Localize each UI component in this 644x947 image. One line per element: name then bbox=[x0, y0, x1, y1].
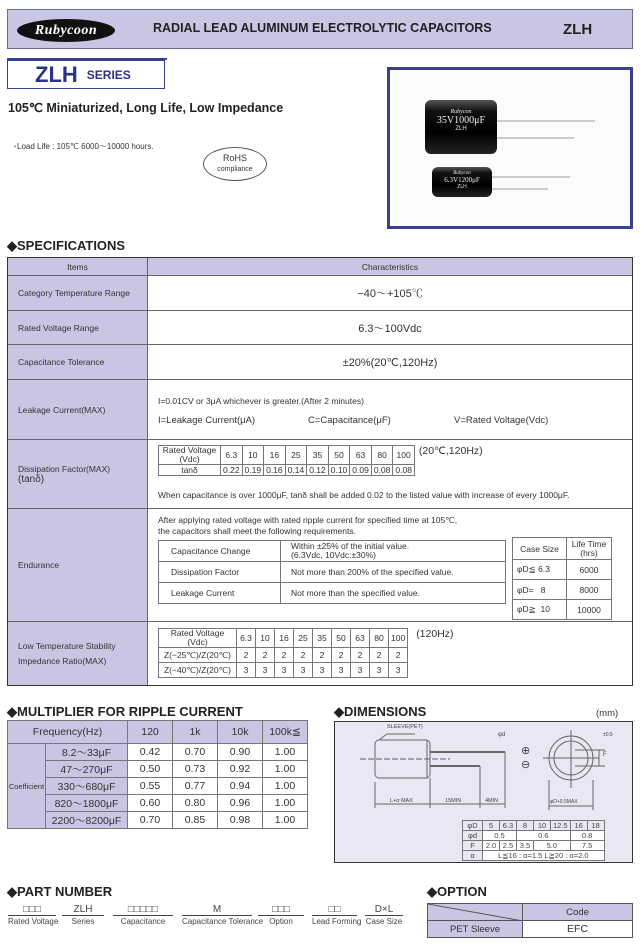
series-tagline: 105℃ Miniaturized, Long Life, Low Impedance bbox=[8, 101, 284, 115]
label-sleeve: SLEEVE(PET) bbox=[387, 724, 423, 730]
dim-phid-value: 0.5 bbox=[483, 831, 517, 841]
low-temp-voltage: 100 bbox=[389, 629, 408, 648]
endurance-row bbox=[159, 583, 506, 604]
specifications-heading: ◆SPECIFICATIONS bbox=[7, 238, 126, 253]
series-word: SERIES bbox=[86, 67, 131, 82]
low-temp-condition: (120Hz) bbox=[416, 628, 454, 640]
capacitor-small bbox=[432, 167, 492, 197]
endurance-requirement bbox=[281, 583, 506, 604]
dim-phiD-value: 8 bbox=[517, 821, 534, 831]
capacitor-series: ZLH bbox=[455, 126, 467, 132]
specifications-table bbox=[7, 257, 633, 686]
ripple-row bbox=[8, 761, 308, 778]
part-number-field bbox=[258, 904, 304, 926]
endurance-requirement-line1: Within ±25% of the initial value. bbox=[291, 541, 410, 551]
label-dia: φD+0.5MAX bbox=[550, 799, 578, 805]
leakage-def-v: V=Rated Voltage(Vdc) bbox=[454, 415, 549, 426]
part-number-label: Capacitance bbox=[120, 917, 166, 926]
spec-item-label: Category Temperature Range bbox=[8, 276, 148, 310]
ripple-capacitance-range: 8.2～33μF bbox=[46, 744, 128, 761]
dissipation-voltage: 50 bbox=[328, 446, 350, 465]
ripple-multiplier: 0.70 bbox=[173, 744, 218, 761]
ripple-multiplier: 0.94 bbox=[218, 778, 263, 795]
brand-logo: Rubycoon bbox=[17, 19, 115, 42]
endurance-intro-2: the capacitors shall meet the following requirements. bbox=[158, 526, 356, 536]
dissipation-tan-label: tanδ bbox=[159, 465, 221, 476]
load-life-note: ･Load Life : 105℃ 6000～10000 hours. bbox=[13, 142, 154, 151]
low-temp-ratio-value: 3 bbox=[294, 663, 313, 678]
part-number-label: Rated Voltage bbox=[8, 917, 59, 926]
capacitor-brand: Rubycon bbox=[453, 171, 471, 176]
option-corner-cell bbox=[428, 904, 523, 921]
series-code: ZLH bbox=[35, 61, 78, 87]
part-number-value: □□□ bbox=[8, 904, 56, 916]
life-header-time: Life Time (hrs) bbox=[567, 538, 612, 560]
life-case-size: φD≧ 10 bbox=[513, 600, 567, 620]
ripple-multiplier: 0.70 bbox=[128, 812, 173, 829]
ripple-multiplier: 1.00 bbox=[263, 795, 308, 812]
dissipation-tan-value: 0.12 bbox=[307, 465, 329, 476]
part-number-field bbox=[312, 904, 362, 926]
part-number-label: Option bbox=[269, 917, 293, 926]
label-l-max: L+α MAX bbox=[390, 798, 413, 804]
dissipation-voltage: 100 bbox=[393, 446, 415, 465]
part-number-field bbox=[8, 904, 59, 926]
endurance-item: Dissipation Factor bbox=[159, 562, 281, 583]
low-temp-voltage: 25 bbox=[294, 629, 313, 648]
spec-row-low-temp bbox=[8, 621, 632, 685]
ripple-multiplier: 0.73 bbox=[173, 761, 218, 778]
page-header bbox=[7, 9, 633, 49]
spec-item-label-line1: Dissipation Factor(MAX) bbox=[18, 463, 111, 474]
part-number-label: Lead Forming bbox=[312, 917, 362, 926]
spec-header-row bbox=[8, 258, 632, 275]
dissipation-voltage: 35 bbox=[307, 446, 329, 465]
dissipation-tan-value: 0.22 bbox=[221, 465, 243, 476]
header-title: RADIAL LEAD ALUMINUM ELECTROLYTIC CAPACITORS bbox=[153, 21, 492, 35]
part-number-heading: ◆PART NUMBER bbox=[7, 884, 113, 899]
rohs-badge bbox=[203, 147, 267, 181]
part-number-value: D×L bbox=[365, 904, 403, 916]
dissipation-tan-value: 0.10 bbox=[328, 465, 350, 476]
low-temp-ratio-value: 3 bbox=[275, 663, 294, 678]
dissipation-table bbox=[158, 445, 415, 476]
dim-phiD-value: 5 bbox=[483, 821, 500, 831]
dim-phid-value: 0.8 bbox=[570, 831, 604, 841]
life-hours: 6000 bbox=[567, 560, 612, 580]
spec-row-endurance bbox=[8, 508, 632, 621]
dim-F-value: 7.5 bbox=[570, 841, 604, 851]
dissipation-voltage: 6.3 bbox=[221, 446, 243, 465]
dissipation-tan-value: 0.08 bbox=[371, 465, 393, 476]
ripple-multiplier: 1.00 bbox=[263, 812, 308, 829]
part-number-value: M bbox=[182, 904, 252, 916]
header-series-code: ZLH bbox=[563, 21, 593, 38]
low-temp-voltage: 6.3 bbox=[237, 629, 256, 648]
life-row bbox=[513, 560, 612, 580]
low-temp-ratio-value: 2 bbox=[370, 648, 389, 663]
spec-item-label-line1: Low Temperature Stability bbox=[18, 640, 116, 651]
spec-value: ±20%(20℃,120Hz) bbox=[342, 356, 438, 369]
spec-item-label-line2: (tanδ) bbox=[18, 473, 45, 485]
ripple-multiplier: 0.60 bbox=[128, 795, 173, 812]
endurance-requirement-line1: Not more than the specified value. bbox=[291, 587, 420, 598]
ripple-row bbox=[8, 778, 308, 795]
ripple-capacitance-range: 47～270μF bbox=[46, 761, 128, 778]
part-number-label: Capacitance Tolerance bbox=[182, 917, 264, 926]
capacitor-brand: Rubycon bbox=[450, 109, 472, 115]
life-row bbox=[513, 600, 612, 620]
part-number-field bbox=[182, 904, 264, 926]
low-temp-ratio-value: 2 bbox=[389, 648, 408, 663]
dissipation-voltage: 25 bbox=[285, 446, 307, 465]
endurance-requirement-line2: (6.3Vdc, 10Vdc:±30%) bbox=[291, 550, 376, 560]
low-temp-voltage: 16 bbox=[275, 629, 294, 648]
capacitor-lead bbox=[485, 188, 548, 190]
dimensions-heading: ◆DIMENSIONS bbox=[334, 704, 427, 719]
endurance-row bbox=[159, 562, 506, 583]
endurance-item: Capacitance Change bbox=[159, 541, 281, 562]
dim-phiD-label: φD bbox=[463, 821, 483, 831]
low-temp-row bbox=[159, 663, 408, 678]
part-number-label: Series bbox=[71, 917, 95, 926]
polarity-minus-icon: ⊖ bbox=[521, 759, 531, 771]
dissipation-tan-value: 0.08 bbox=[393, 465, 415, 476]
low-temp-ratio-value: 3 bbox=[351, 663, 370, 678]
capacitor-lead bbox=[490, 137, 574, 139]
spec-row-dissipation bbox=[8, 439, 632, 508]
dissipation-voltage: 16 bbox=[264, 446, 286, 465]
capacitor-lead bbox=[485, 176, 570, 178]
low-temp-ratio-value: 2 bbox=[351, 648, 370, 663]
low-temp-ratio-value: 2 bbox=[332, 648, 351, 663]
ripple-multiplier: 1.00 bbox=[263, 761, 308, 778]
leakage-formula: I=0.01CV or 3μA whichever is greater.(After 2 minutes) bbox=[158, 396, 364, 406]
endurance-intro-1: After applying rated voltage with rated ripple current for specified time at 105℃, bbox=[158, 515, 458, 525]
capacitor-series: ZLH bbox=[457, 184, 467, 190]
low-temp-ratio-value: 3 bbox=[332, 663, 351, 678]
option-table bbox=[427, 903, 633, 938]
life-hours: 10000 bbox=[567, 600, 612, 620]
dim-F-label: F bbox=[463, 841, 483, 851]
spec-item-label: Rated Voltage Range bbox=[8, 311, 148, 344]
option-heading: ◆OPTION bbox=[427, 884, 487, 899]
ripple-table bbox=[7, 720, 308, 829]
ripple-multiplier: 0.80 bbox=[173, 795, 218, 812]
life-header-case: Case Size bbox=[513, 538, 567, 560]
ripple-coefficient-label: Coefficient bbox=[8, 744, 46, 829]
ripple-multiplier: 0.98 bbox=[218, 812, 263, 829]
capacitor-value: 6.3V1200μF bbox=[444, 176, 480, 184]
part-number-value: □□□ bbox=[258, 904, 304, 916]
endurance-row bbox=[159, 541, 506, 562]
spec-item-label: Leakage Current(MAX) bbox=[8, 380, 148, 439]
capacitor-lead bbox=[490, 120, 595, 122]
dissipation-tan-value: 0.19 bbox=[242, 465, 264, 476]
dim-F-value: 3.5 bbox=[517, 841, 534, 851]
low-temp-ratio-label: Z(−25℃)/Z(20℃) bbox=[159, 648, 237, 663]
ripple-row bbox=[8, 812, 308, 829]
ripple-frequency: 120 bbox=[128, 721, 173, 744]
low-temp-row bbox=[159, 648, 408, 663]
leakage-def-c: C=Capacitance(μF) bbox=[308, 415, 391, 426]
ripple-capacitance-range: 330～680μF bbox=[46, 778, 128, 795]
life-time-table bbox=[512, 537, 612, 620]
endurance-requirement bbox=[281, 541, 506, 562]
label-f: F bbox=[603, 752, 607, 758]
ripple-capacitance-range: 2200～8200μF bbox=[46, 812, 128, 829]
spec-item-label: Capacitance Tolerance bbox=[8, 345, 148, 379]
endurance-table bbox=[158, 540, 506, 604]
ripple-multiplier: 0.90 bbox=[218, 744, 263, 761]
low-temp-ratio-value: 3 bbox=[370, 663, 389, 678]
label-f-tol: ±0.5 bbox=[603, 732, 613, 738]
dim-phiD-value: 6.3 bbox=[500, 821, 517, 831]
ripple-multiplier: 0.50 bbox=[128, 761, 173, 778]
ripple-row bbox=[8, 744, 308, 761]
leakage-def-i: I=Leakage Current(μA) bbox=[158, 415, 256, 426]
spec-item-label-line2: Impedance Ratio(MAX) bbox=[18, 655, 107, 666]
dissipation-voltage: 80 bbox=[371, 446, 393, 465]
part-number-field bbox=[113, 904, 173, 926]
dimension-table bbox=[462, 820, 605, 861]
ripple-heading: ◆MULTIPLIER FOR RIPPLE CURRENT bbox=[7, 704, 243, 719]
spec-row-tolerance bbox=[8, 344, 632, 379]
ripple-multiplier: 1.00 bbox=[263, 744, 308, 761]
endurance-requirement-line1: Not more than 200% of the specified value. bbox=[291, 566, 454, 577]
dim-phiD-value: 12.5 bbox=[551, 821, 571, 831]
spec-item-label: Endurance bbox=[8, 509, 148, 621]
low-temp-voltage: 63 bbox=[351, 629, 370, 648]
low-temp-voltage: 50 bbox=[332, 629, 351, 648]
diagonal-divider bbox=[428, 904, 523, 921]
dim-phid-label: φd bbox=[463, 831, 483, 841]
spec-row-leakage bbox=[8, 379, 632, 439]
ripple-multiplier: 0.55 bbox=[128, 778, 173, 795]
life-case-size: φD= 8 bbox=[513, 580, 567, 600]
dim-F-value: 5.0 bbox=[534, 841, 571, 851]
dim-alpha-value: L≦16 : α=1.5 L≧20 : α=2.0 bbox=[483, 851, 605, 861]
option-code-header: Code bbox=[523, 904, 633, 921]
dim-phiD-value: 16 bbox=[570, 821, 587, 831]
dissipation-tan-value: 0.14 bbox=[285, 465, 307, 476]
option-code: EFC bbox=[523, 921, 633, 938]
ripple-multiplier: 1.00 bbox=[263, 778, 308, 795]
endurance-requirement bbox=[281, 562, 506, 583]
low-temp-voltage: 80 bbox=[370, 629, 389, 648]
ripple-multiplier: 0.42 bbox=[128, 744, 173, 761]
low-temp-ratio-value: 2 bbox=[256, 648, 275, 663]
low-temp-ratio-value: 2 bbox=[313, 648, 332, 663]
capacitor-value: 35V1000μF bbox=[436, 115, 486, 126]
option-name: PET Sleeve bbox=[428, 921, 523, 938]
spec-value: −40～+105℃ bbox=[357, 288, 423, 300]
spec-value: 6.3～100Vdc bbox=[358, 322, 422, 335]
spec-row-temperature bbox=[8, 275, 632, 310]
endurance-item: Leakage Current bbox=[159, 583, 281, 604]
ripple-capacitance-range: 820～1800μF bbox=[46, 795, 128, 812]
dim-alpha-label: α bbox=[463, 851, 483, 861]
low-temp-voltage: 10 bbox=[256, 629, 275, 648]
ripple-row bbox=[8, 795, 308, 812]
dim-phiD-value: 10 bbox=[534, 821, 551, 831]
dim-F-value: 2.0 bbox=[483, 841, 500, 851]
ripple-freq-label: Frequency(Hz) bbox=[8, 721, 128, 744]
part-number-value: □□□□□ bbox=[113, 904, 173, 916]
dissipation-tan-value: 0.16 bbox=[264, 465, 286, 476]
spec-item-label bbox=[8, 440, 148, 508]
life-row bbox=[513, 580, 612, 600]
ripple-multiplier: 0.96 bbox=[218, 795, 263, 812]
part-number-label: Case Size bbox=[365, 917, 403, 926]
polarity-plus-icon: ⊕ bbox=[521, 745, 531, 757]
dissipation-voltage: 63 bbox=[350, 446, 372, 465]
ripple-frequency: 10k bbox=[218, 721, 263, 744]
rohs-title: RoHS bbox=[222, 153, 247, 163]
product-photo bbox=[387, 67, 633, 229]
life-case-size: φD≦ 6.3 bbox=[513, 560, 567, 580]
label-phid: φd bbox=[498, 732, 506, 738]
low-temp-ratio-value: 2 bbox=[237, 648, 256, 663]
spec-row-voltage bbox=[8, 310, 632, 344]
dissipation-voltage: 10 bbox=[242, 446, 264, 465]
low-temp-voltage-label: Rated Voltage (Vdc) bbox=[159, 629, 237, 648]
low-temp-ratio-value: 3 bbox=[389, 663, 408, 678]
spec-col-characteristics: Characteristics bbox=[148, 258, 632, 275]
dissipation-voltage-label: Rated Voltage (Vdc) bbox=[159, 446, 221, 465]
ripple-multiplier: 0.85 bbox=[173, 812, 218, 829]
ripple-frequency: 1k bbox=[173, 721, 218, 744]
low-temp-ratio-value: 2 bbox=[275, 648, 294, 663]
dim-phiD-value: 18 bbox=[587, 821, 604, 831]
part-number-value: □□ bbox=[312, 904, 357, 916]
dissipation-note: When capacitance is over 1000μF, tanδ shall be added 0.02 to the listed value with increase of every 1000μF. bbox=[158, 490, 570, 500]
spec-item-label bbox=[8, 622, 148, 685]
low-temp-ratio-value: 3 bbox=[313, 663, 332, 678]
dimensions-unit: (mm) bbox=[596, 708, 619, 719]
label-lead1: 15MIN bbox=[445, 798, 462, 804]
low-temp-ratio-value: 2 bbox=[294, 648, 313, 663]
capacitor-large bbox=[425, 100, 497, 154]
part-number-field bbox=[365, 904, 403, 926]
ripple-multiplier: 0.77 bbox=[173, 778, 218, 795]
dissipation-tan-value: 0.09 bbox=[350, 465, 372, 476]
spec-col-items: Items bbox=[8, 258, 148, 275]
dissipation-condition: (20℃,120Hz) bbox=[418, 445, 483, 457]
ripple-frequency: 100k≦ bbox=[263, 721, 308, 744]
low-temp-ratio-value: 3 bbox=[256, 663, 275, 678]
series-box bbox=[7, 60, 165, 89]
low-temp-voltage: 35 bbox=[313, 629, 332, 648]
label-lead2: 4MIN bbox=[485, 798, 499, 804]
part-number-field bbox=[62, 904, 104, 926]
life-hours: 8000 bbox=[567, 580, 612, 600]
part-number-value: ZLH bbox=[62, 904, 104, 916]
low-temp-ratio-value: 3 bbox=[237, 663, 256, 678]
low-temp-ratio-label: Z(−40℃)/Z(20℃) bbox=[159, 663, 237, 678]
dim-phid-value: 0.6 bbox=[517, 831, 571, 841]
dim-F-value: 2.5 bbox=[500, 841, 517, 851]
sleeve-leader bbox=[379, 734, 387, 740]
rohs-subtitle: compliance bbox=[217, 166, 253, 173]
low-temp-table bbox=[158, 628, 408, 678]
ripple-multiplier: 0.92 bbox=[218, 761, 263, 778]
